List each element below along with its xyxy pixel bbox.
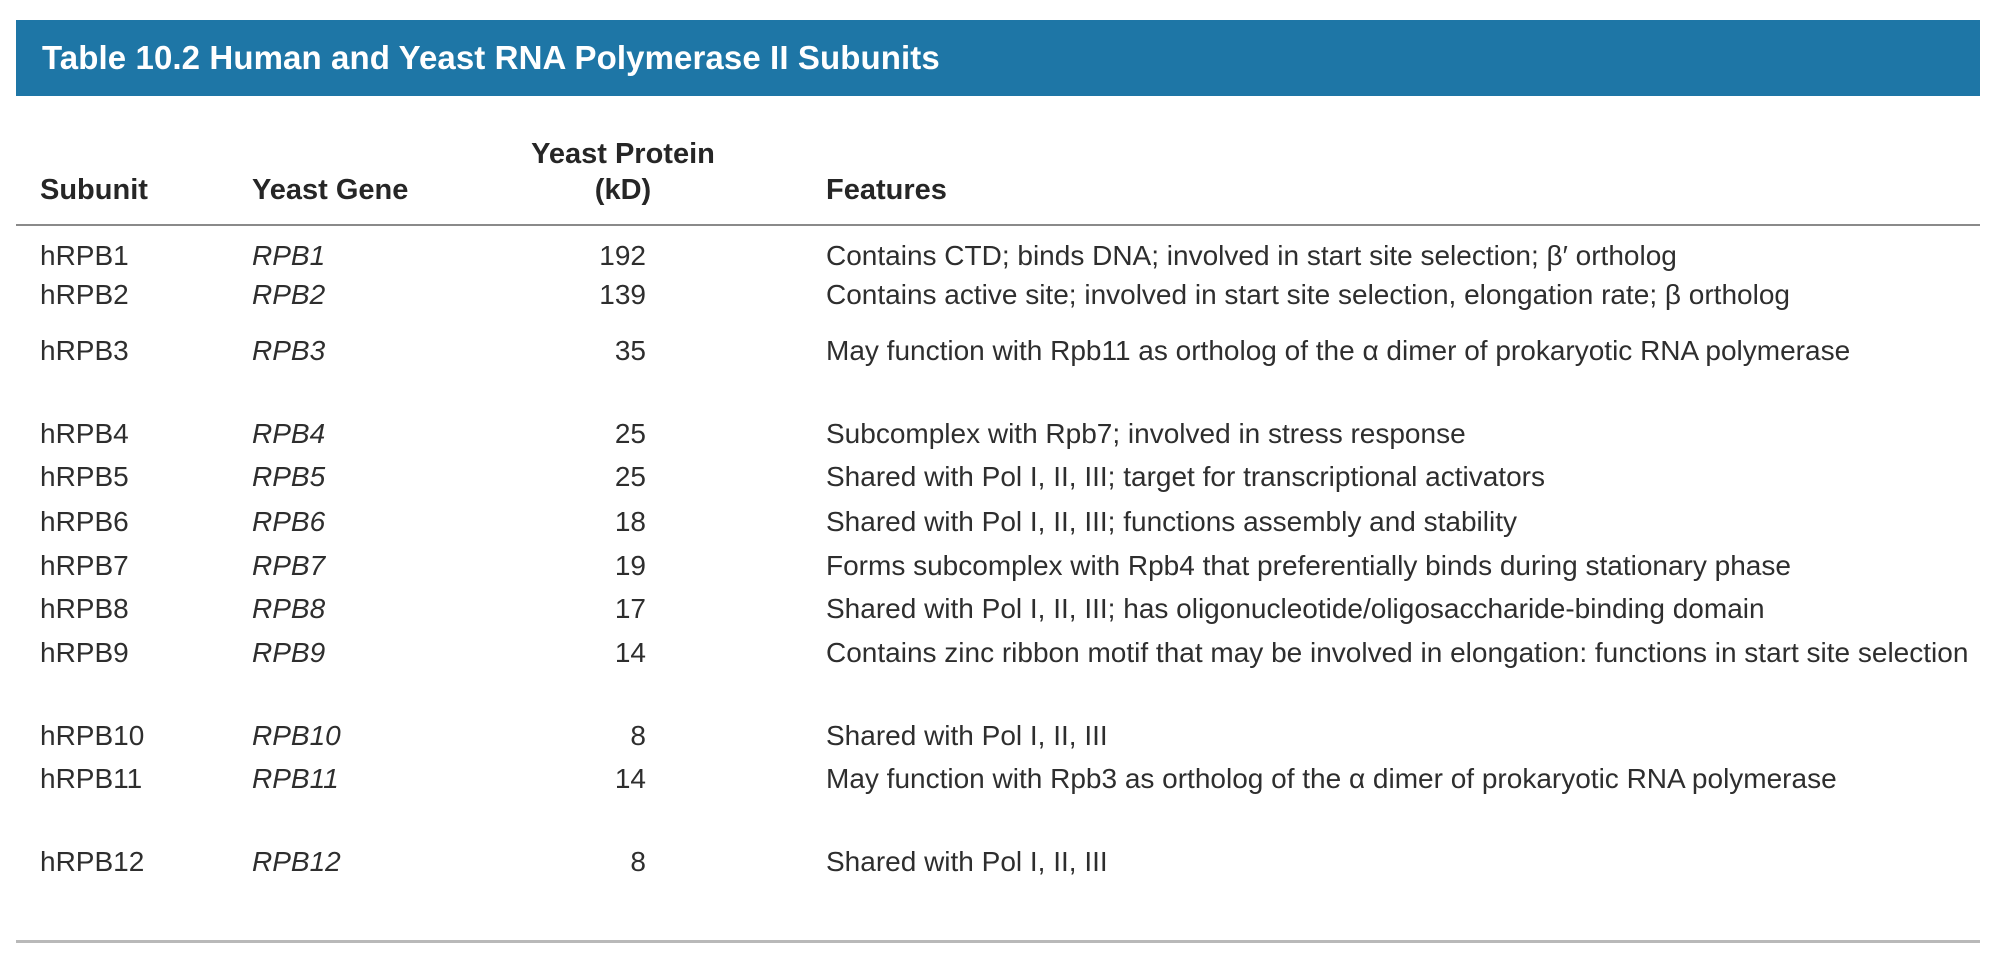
yeast-gene-cell: RPB12 [252, 846, 341, 877]
subunit-cell: hRPB3 [40, 335, 129, 366]
features-cell: Contains CTD; binds DNA; involved in start site selection; β′ ortholog [826, 240, 1677, 271]
subunit-cell: hRPB1 [40, 240, 129, 271]
yeast-gene-cell: RPB7 [252, 550, 326, 581]
protein-kd-cell: 18 [614, 506, 646, 537]
yeast-gene-cell: RPB6 [252, 506, 326, 537]
subunit-cell: hRPB5 [40, 461, 129, 492]
table-title: Table 10.2 Human and Yeast RNA Polymerase II Subunits [42, 39, 940, 76]
header-yeast-protein-line1: Yeast Protein [531, 138, 715, 170]
protein-kd-cell: 14 [614, 763, 646, 794]
features-cell: Shared with Pol I, II, III; has oligonucleotide/oligosaccharide-binding domain [826, 593, 1765, 624]
subunit-cell: hRPB10 [40, 720, 145, 751]
header-features: Features [826, 174, 947, 206]
features-cell: Shared with Pol I, II, III [826, 720, 1108, 751]
features-cell: Shared with Pol I, II, III; target for transcriptional activators [826, 461, 1545, 492]
subunit-cell: hRPB9 [40, 637, 129, 668]
yeast-gene-cell: RPB5 [252, 461, 326, 492]
protein-kd-cell: 8 [630, 846, 646, 877]
yeast-gene-cell: RPB4 [252, 418, 326, 449]
protein-kd-cell: 19 [614, 550, 646, 581]
protein-kd-cell: 25 [614, 461, 646, 492]
header-yeast-gene: Yeast Gene [252, 174, 409, 206]
features-cell: Shared with Pol I, II, III [826, 846, 1108, 877]
protein-kd-cell: 17 [614, 593, 646, 624]
yeast-gene-cell: RPB11 [252, 763, 339, 794]
subunit-cell: hRPB4 [40, 418, 129, 449]
features-cell: Forms subcomplex with Rpb4 that preferentially binds during stationary phase [826, 550, 1791, 581]
subunit-cell: hRPB11 [40, 763, 143, 794]
yeast-gene-cell: RPB8 [252, 593, 326, 624]
subunit-cell: hRPB6 [40, 506, 129, 537]
table-bottom-rule [16, 940, 1980, 943]
features-cell: May function with Rpb3 as ortholog of the α dimer of prokaryotic RNA polymerase [826, 763, 1837, 794]
subunit-cell: hRPB8 [40, 593, 129, 624]
protein-kd-cell: 25 [614, 418, 646, 449]
subunit-cell: hRPB7 [40, 550, 129, 581]
features-cell: Contains zinc ribbon motif that may be involved in elongation: functions in start site selection [826, 637, 1969, 668]
protein-kd-cell: 8 [630, 720, 646, 751]
subunit-cell: hRPB2 [40, 279, 129, 310]
yeast-gene-cell: RPB2 [252, 279, 326, 310]
protein-kd-cell: 14 [614, 637, 646, 668]
features-cell: May function with Rpb11 as ortholog of the α dimer of prokaryotic RNA polymerase [826, 335, 1851, 366]
yeast-gene-cell: RPB3 [252, 335, 326, 366]
protein-kd-cell: 139 [599, 279, 646, 310]
header-yeast-protein-line2: (kD) [594, 174, 652, 207]
protein-kd-cell: 192 [599, 240, 646, 271]
header-subunit: Subunit [40, 174, 148, 206]
yeast-gene-cell: RPB10 [252, 720, 341, 751]
protein-kd-cell: 35 [614, 335, 646, 366]
features-cell: Subcomplex with Rpb7; involved in stress response [826, 418, 1466, 449]
yeast-gene-cell: RPB9 [252, 637, 326, 668]
yeast-gene-cell: RPB1 [252, 240, 326, 271]
subunit-cell: hRPB12 [40, 846, 145, 877]
features-cell: Contains active site; involved in start site selection, elongation rate; β ortholog [826, 279, 1790, 310]
features-cell: Shared with Pol I, II, III; functions assembly and stability [826, 506, 1517, 537]
